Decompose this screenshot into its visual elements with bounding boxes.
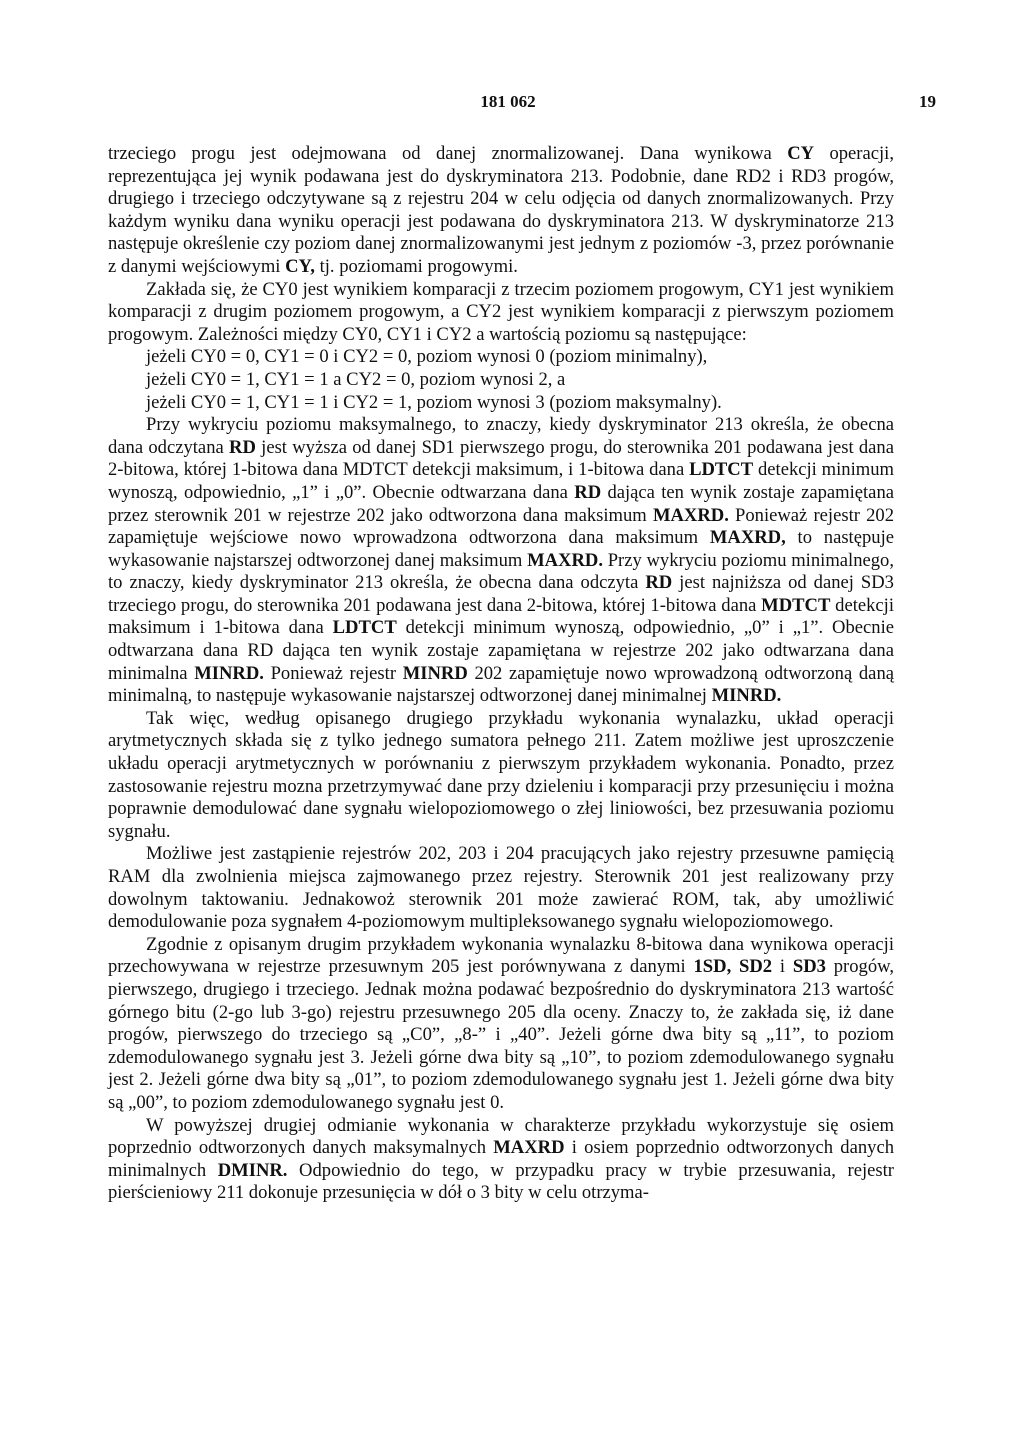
bold-term: CY [787,143,815,164]
bold-term: RD [574,481,602,503]
paragraph-p2 [108,279,894,347]
text-segment: to następuje wykasowanie najstarszej odtworzonej danej maksimum [108,527,894,571]
paragraph-p5 [108,843,894,933]
conditions-list [108,346,894,414]
bold-term: MDTCT [761,594,831,616]
document-body [108,143,894,1205]
bold-term: LDTCT [689,459,754,481]
bold-term: MAXRD [493,1137,565,1159]
bold-term: RD [229,436,256,458]
bold-term: MAXRD, [709,527,786,549]
text-segment: Ponieważ rejestr [263,662,403,684]
text-segment: Możliwe jest zastąpienie rejestrów 202, 203 i 204 pracujących jako rejestry przesuwne pamięcią RAM dla zwolnienia miejsca zajmowanego przez rejestry. Sterownik 201 jest realizowany przy dowolnym taktowaniu. Jednakowoż sterownik 201 może zawierać ROM, tak, aby umożliwić demodulowanie poza sygnałem 4-poziomowym multipleksowanego sygnału wielopoziomowego. [108,843,894,933]
text-segment: tj. poziomami progowymi. [314,255,518,277]
text-segment: detekcji maksimum i 1-bitowa dana [108,594,895,639]
paragraphs-after [108,414,894,1205]
bold-term: MINRD. [194,662,264,684]
bold-term: CY, [285,255,315,277]
page-number: 19 [919,92,936,111]
text-segment: Zgodnie z opisanym drugim przykładem wykonania wynalazku 8-bitowa dana wynikowa operacji przechowywana w rejestrze przesuwnym 205 jest porównywana z danymi [108,933,894,978]
text-segment: dająca ten wynik zostaje zapamiętana przez sterownik 201 w rejestrze 202 jako odtworzona dana maksimum [108,481,894,526]
bold-term: SD3 [792,956,826,978]
bold-term: 1SD, SD2 [693,956,773,978]
text-segment: 202 zapamiętuje nowo wprowadzoną odtworzoną daną minimalną, to następuje wykasowanie najstarszej odtworzonej danej minimalnej [108,662,894,707]
text-segment: Odpowiednio do tego, w przypadku pracy w trybie przesuwania, rejestr pierścieniowy 211 dokonuje przesunięcia w dół o 3 bity w celu otrzyma- [108,1159,894,1204]
bold-term: MINRD [402,662,468,684]
text-segment: W powyższej drugiej odmianie wykonania w charakterze przykładu wykorzystuje się osiem poprzednio odtworzonych danych maksymalnych [108,1114,894,1159]
patent-number: 181 062 [480,92,536,111]
text-segment: detekcji minimum wynoszą, odpowiednio, „1” i „0”. Obecnie odtwarzana dana [108,459,894,503]
page-header [108,92,936,116]
text-segment: jest najniższa od danej SD3 trzeciego progu, do sterownika 201 podawana jest dana 2-bitowa, której 1-bitowa dana [108,572,894,616]
bold-term: DMINR. [217,1159,288,1181]
bold-term: MAXRD. [527,549,603,571]
text-segment: Przy wykryciu poziomu minimalnego, to znaczy, kiedy dyskryminator 213 określa, że obecna dana odczyta [108,549,894,594]
condition-line: jeżeli CY0 = 1, CY1 = 1 a CY2 = 0, poziom wynosi 2, a [146,368,566,390]
text-segment: jest wyższa od danej SD1 pierwszego progu, do sterownika 201 podawana jest dana 2-bitowa, której 1-bitowa dana MDTCT detekcji maksimum, i 1-bitowa dana [108,436,894,481]
paragraph-p4 [108,708,894,844]
paragraph-p7 [108,1115,894,1205]
text-segment: i osiem poprzednio odtworzonych danych minimalnych [108,1137,895,1181]
text-segment: operacji, reprezentująca jej wynik podawana jest do dyskryminatora 213. Podobnie, dane RD2 i RD3 progów, drugiego i trzeciego odczytywane są z rejestru 204 w celu odjęcia od danych znormalizowanych. Przy każdym wyniku dana wyniku operacji jest podawana do dyskryminatora 213. W dyskryminatorze 213 następuje określenie czy poziom danej znormalizowanymi jest jednym z poziomów -3, przez porównanie z danymi wejściowymi [108,143,894,277]
paragraphs-before [108,143,894,346]
text-segment: Przy wykryciu poziomu maksymalnego, to znaczy, kiedy dyskryminator 213 określa, że obecna dana odczytana [108,414,894,458]
text-segment: Ponieważ rejestr 202 zapamiętuje wejściowe nowo wprowadzona odtworzona dana maksimum [108,504,894,549]
bold-term: MINRD. [711,685,782,707]
bold-term: RD [645,572,673,594]
bold-term: MAXRD. [652,504,729,526]
text-segment: i [772,956,793,978]
text-segment: detekcji minimum wynoszą, odpowiednio, „0” i „1”. Obecnie odtwarzana dana RD dająca ten wynik zostaje zapamiętana w rejestrze 202 jako odtwarzana dana minimalna [108,617,894,684]
condition-line: jeżeli CY0 = 1, CY1 = 1 i CY2 = 1, poziom wynosi 3 (poziom maksymalny). [146,391,722,413]
text-segment: Zakłada się, że CY0 jest wynikiem komparacji z trzecim poziomem progowym, CY1 jest wynikiem komparacji z drugim poziomem progowym, a CY2 jest wynikiem komparacji z pierwszym poziomem progowym. Zależności między CY0, CY1 i CY2 a wartością poziomu są następujące: [108,278,894,345]
paragraph-p3 [108,414,894,708]
condition-line: jeżeli CY0 = 0, CY1 = 0 i CY2 = 0, poziom wynosi 0 (poziom minimalny), [146,346,708,368]
bold-term: LDTCT [332,617,397,639]
text-segment: trzeciego progu jest odejmowana od danej znormalizowanej. Dana wynikowa [108,143,788,164]
text-segment: progów, pierwszego, drugiego i trzeciego. Jednak można podawać bezpośrednio do dyskryminatora 213 wartość górnego bitu (2-go lub 3-go) rejestru przesuwnego 205 dla oceny. Znaczy to, że zakłada się, iż dane progów, pierwszego do trzeciego są „C0”, „8-” i „40”. Jeżeli górne dwa bity są „11”, to poziom zdemodulowanego sygnału jest 3. Jeżeli górne dwa bity są „10”, to poziom zdemodulowanego sygnału jest 2. Jeżeli górne dwa bity są „01”, to poziom zdemodulowanego sygnału jest 1. Jeżeli górne dwa bity są „00”, to poziom zdemodulowanego sygnału jest 0. [108,956,895,1113]
paragraph-p6 [108,934,894,1115]
paragraph-p1 [108,143,894,279]
text-segment: Tak więc, według opisanego drugiego przykładu wykonania wynalazku, układ operacji arytmetycznych składa się z tylko jednego sumatora pełnego 211. Zatem możliwe jest uproszczenie układu operacji arytmetycznych w porównaniu z pierwszym przykładem wykonania. Ponadto, przez zastosowanie rejestru mozna przetrzymywać dane przy dzieleniu i komparacji przy przesunięciu i można poprawnie demodulować dane sygnału wielopoziomowego o złej liniowości, bez przesuwania poziomu sygnału. [108,707,894,842]
